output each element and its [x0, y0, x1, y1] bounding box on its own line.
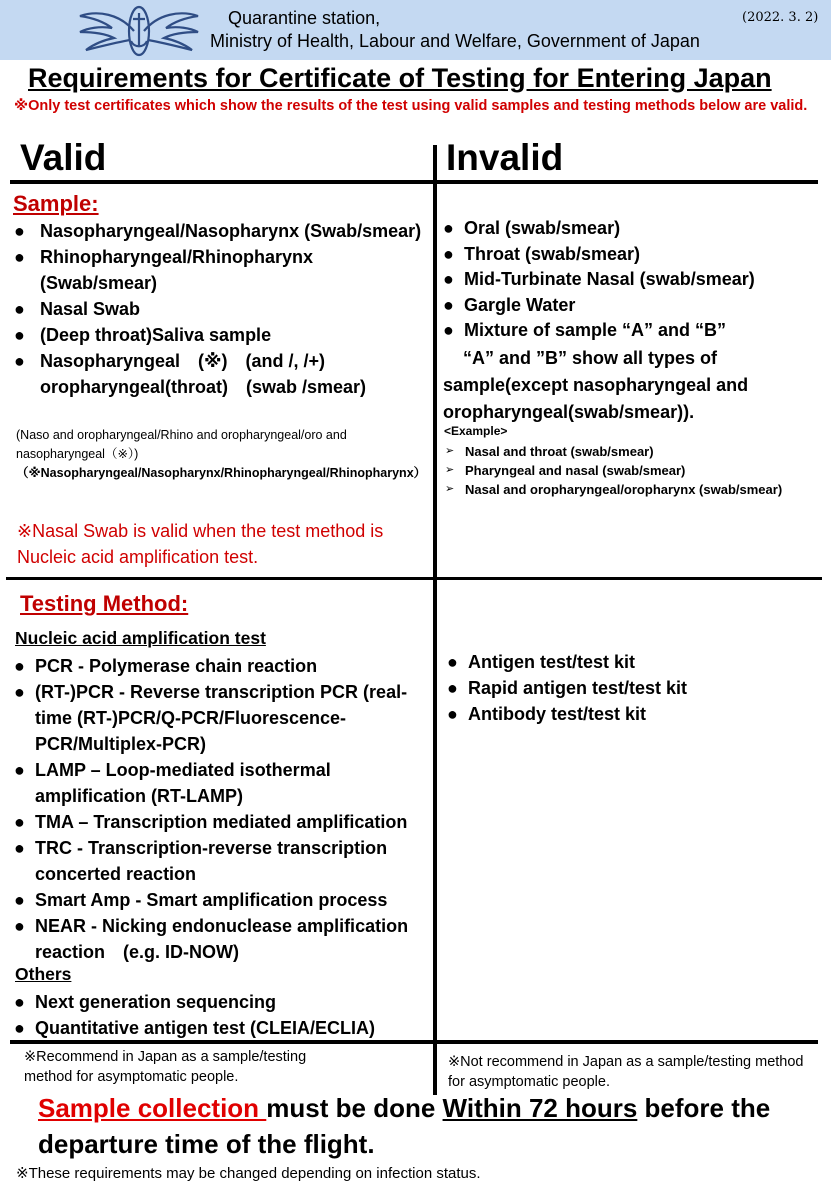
- list-item: ● Throat (swab/smear): [443, 243, 641, 264]
- invalid-sample-list: [443, 216, 823, 344]
- list-item: ● Nasal Swab: [14, 299, 141, 319]
- naat-heading: Nucleic acid amplification test: [15, 628, 266, 648]
- list-item: ➢ Nasal and throat (swab/smear): [445, 444, 654, 459]
- list-item: ● Rapid antigen test/test kit: [447, 678, 688, 698]
- list-item: ● PCR - Polymerase chain reaction: [14, 656, 318, 676]
- nasal-swab-note: ※Nasal Swab is valid when the test method is Nucleic acid amplification test.: [17, 521, 384, 567]
- list-item: ● Nasopharyngeal (※) (and /, /+) oropharyngeal(throat) (swab /smear): [14, 351, 367, 397]
- list-item: ● (Deep throat)Saliva sample: [14, 325, 272, 345]
- list-item: ● Oral (swab/smear): [443, 218, 621, 238]
- others-heading: Others: [15, 964, 72, 984]
- validity-note: ※Only test certificates which show the results of the test using valid samples and testing methods below are valid.: [14, 98, 808, 114]
- sample-section-title: Sample:: [13, 191, 99, 216]
- page-title: Requirements for Certificate of Testing for Entering Japan: [28, 63, 772, 93]
- header-line-2: Ministry of Health, Labour and Welfare, Government of Japan: [210, 31, 700, 51]
- list-item: ● Antigen test/test kit: [447, 652, 636, 672]
- others-testing-list: [14, 989, 432, 1041]
- valid-footnote: ※Recommend in Japan as a sample/testing method for asymptomatic people.: [24, 1049, 307, 1085]
- list-item: ● (RT-)PCR - Reverse transcription PCR (real-time (RT-)PCR/Q-PCR/Fluorescence-PCR/Multiplex-PCR): [14, 682, 408, 754]
- list-item: ● TMA – Transcription mediated amplification: [14, 812, 408, 832]
- header-date: (2022. 3. 2): [742, 10, 819, 25]
- header-line-1: Quarantine station,: [228, 8, 381, 28]
- sample-paren-note: (Naso and oropharyngeal/Rhino and oropharyngeal/oro and nasopharyngeal（※）): [16, 428, 347, 461]
- list-item: ➢ Pharyngeal and nasal (swab/smear): [445, 463, 686, 478]
- list-item: ● Quantitative antigen test (CLEIA/ECLIA): [14, 1018, 376, 1038]
- list-item: ● Nasopharyngeal/Nasopharynx (Swab/smear): [14, 221, 422, 241]
- list-item: ● Next generation sequencing: [14, 992, 277, 1012]
- example-label: <Example>: [444, 424, 508, 438]
- list-item: ● Antibody test/test kit: [447, 704, 647, 724]
- invalid-footnote: ※Not recommend in Japan as a sample/testing method for asymptomatic people.: [448, 1054, 804, 1090]
- winged-anchor-emblem-icon: [76, 2, 202, 60]
- invalid-testing-list: [447, 649, 817, 727]
- valid-sample-list: [14, 218, 426, 400]
- testing-section-title: Testing Method:: [20, 591, 189, 616]
- list-item: ● NEAR - Nicking endonuclease amplification reaction (e.g. ID-NOW): [14, 916, 409, 962]
- change-disclaimer: ※These requirements may be changed depending on infection status.: [16, 1165, 481, 1182]
- sample-collection-text: Sample collection: [38, 1093, 267, 1123]
- valid-column-header: Valid: [20, 137, 107, 178]
- header-rule: [10, 180, 818, 184]
- list-item: ● Mixture of sample “A” and “B”: [443, 320, 727, 340]
- within-72-hours-text: Within 72 hours: [442, 1093, 638, 1123]
- sample-ref-note: （※Nasopharyngeal/Nasopharynx/Rhinopharyngeal/Rhinopharynx）: [16, 466, 427, 480]
- list-item: ➢ Nasal and oropharyngeal/oropharynx (swab/smear): [445, 482, 783, 497]
- list-item: ● TRC - Transcription-reverse transcription concerted reaction: [14, 838, 388, 884]
- invalid-column-header: Invalid: [446, 137, 564, 178]
- list-item: ● Mid-Turbinate Nasal (swab/smear): [443, 269, 755, 289]
- collection-deadline-statement: [38, 1090, 818, 1162]
- list-item: ● Gargle Water: [443, 294, 576, 315]
- column-divider: [433, 145, 437, 1095]
- list-item: ● Rhinopharyngeal/Rhinopharynx (Swab/smear): [14, 247, 314, 293]
- departure-text: before the departure time of the flight.: [38, 1093, 771, 1159]
- list-item: ● LAMP – Loop-mediated isothermal amplification (RT-LAMP): [14, 760, 331, 806]
- example-list: [443, 442, 828, 499]
- mixture-explanation: “A” and ”B” show all types of sample(except nasopharyngeal and oropharyngeal(swab/smear)).: [443, 348, 749, 422]
- must-be-done-text: must be done: [266, 1093, 443, 1123]
- valid-testing-list: [14, 653, 432, 965]
- list-item: ● Smart Amp - Smart amplification process: [14, 890, 388, 910]
- section-rule: [6, 577, 822, 580]
